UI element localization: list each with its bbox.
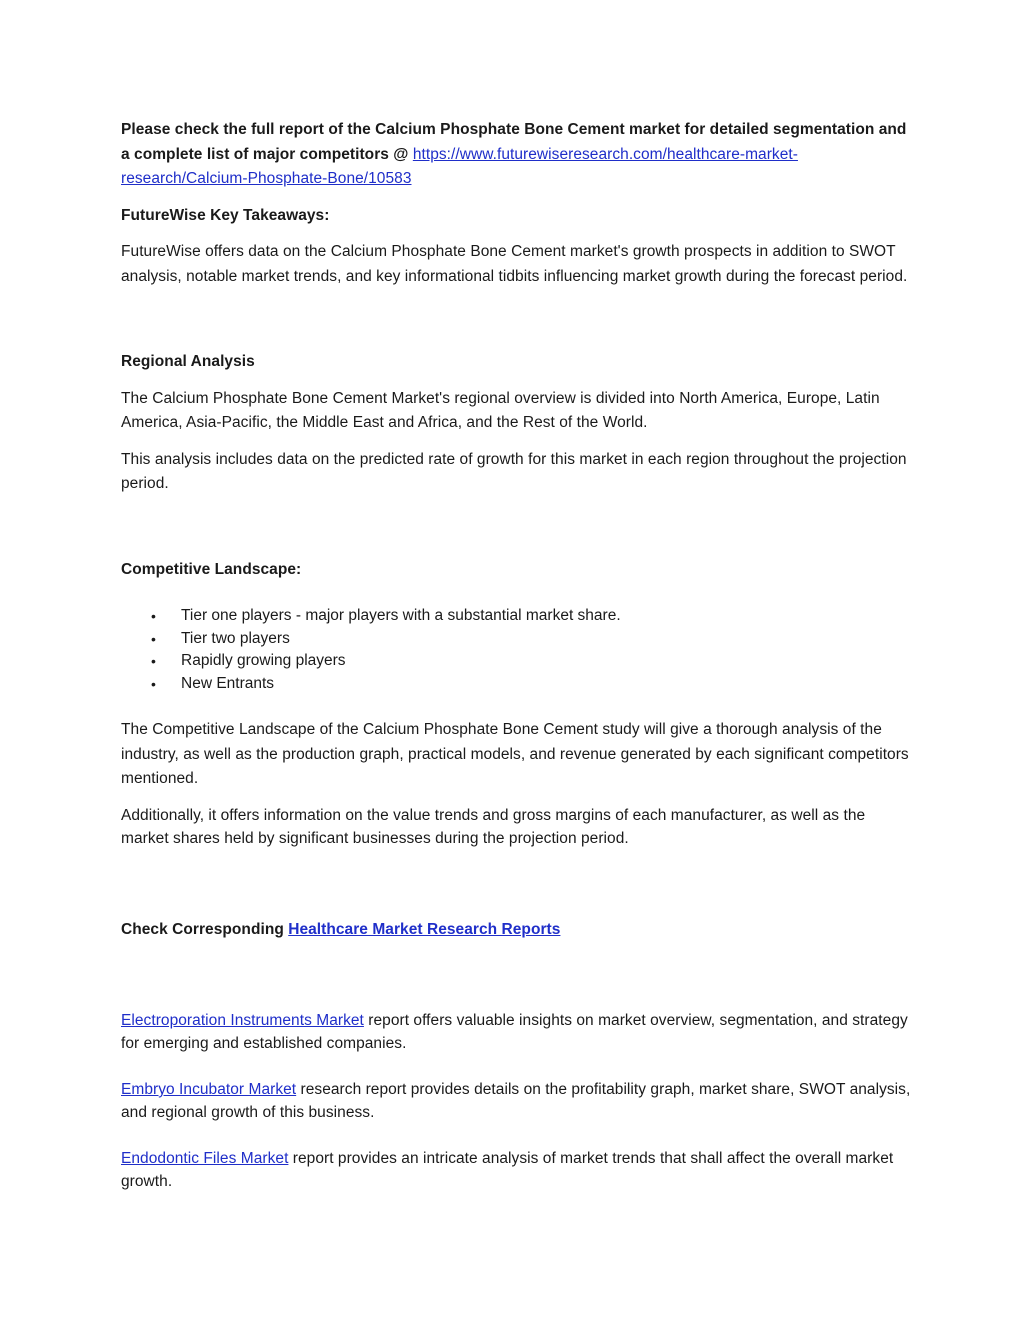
endodontic-files-market-link[interactable]: Endodontic Files Market — [121, 1150, 289, 1167]
bullet-icon: • — [151, 608, 156, 624]
competitive-paragraph-1: The Competitive Landscape of the Calcium Phosphate Bone Cement study will give a thorough analysis of the industry, as well as the production graph, practical models, and revenue generated by each significant competitors mentioned. — [121, 721, 909, 787]
competitive-heading: Competitive Landscape: — [121, 560, 302, 578]
healthcare-reports-link[interactable]: Healthcare Market Research Reports — [288, 920, 561, 938]
regional-paragraph-2: This analysis includes data on the predicted rate of growth for this market in each region throughout the projection period. — [121, 450, 907, 492]
electroporation-market-link[interactable]: Electroporation Instruments Market — [121, 1012, 364, 1029]
corresponding-prefix: Check Corresponding — [121, 920, 289, 938]
regional-heading: Regional Analysis — [121, 353, 255, 370]
embryo-incubator-market-link[interactable]: Embryo Incubator Market — [121, 1081, 297, 1098]
related-report-1 — [121, 1009, 911, 1055]
intro-paragraph — [121, 118, 911, 192]
intro-text: Please check the full report of the Calcium Phosphate Bone Cement market for detailed segmentation and a complete list of major competitors @ — [121, 121, 907, 163]
bullet-icon: • — [151, 653, 156, 669]
corresponding-reports-line — [121, 918, 911, 943]
related-report-2 — [121, 1078, 911, 1124]
takeaways-body: FutureWise offers data on the Calcium Phosphate Bone Cement market's growth prospects in addition to SWOT analysis, notable market trends, and key informational tidbits influencing market growth during the forecast period. — [121, 243, 908, 285]
list-item: • Tier two players — [121, 628, 911, 651]
list-item: • Tier one players - major players with a substantial market share. — [121, 605, 911, 628]
competitive-paragraph-2: Additionally, it offers information on the value trends and gross margins of each manufacturer, as well as the market shares held by significant businesses during the projection period. — [121, 806, 866, 847]
related-report-3 — [121, 1147, 911, 1193]
bullet-icon: • — [151, 675, 156, 692]
full-report-link[interactable]: https://www.futurewiseresearch.com/healthcare-market- research/Calcium-Phosphate-Bone/10583 — [121, 145, 798, 187]
competitor-tier-list — [121, 605, 911, 695]
regional-paragraph-1: The Calcium Phosphate Bone Cement Market's regional overview is divided into North America, Europe, Latin America, Asia-Pacific, the Middle East and Africa, and the Rest of the World. — [121, 389, 880, 431]
document-page — [121, 118, 911, 1193]
related-report-2-text: research report provides details on the profitability graph, market share, SWOT analysis, and regional growth of this business. — [121, 1081, 911, 1121]
list-item: • Rapidly growing players — [121, 650, 911, 673]
takeaways-heading: FutureWise Key Takeaways: — [121, 206, 330, 224]
related-report-1-text: report offers valuable insights on market overview, segmentation, and strategy for emerging and established companies. — [121, 1012, 908, 1052]
list-item: • New Entrants — [121, 673, 911, 696]
related-report-3-text: report provides an intricate analysis of market trends that shall affect the overall market growth. — [121, 1150, 894, 1190]
bullet-icon: • — [151, 630, 156, 647]
